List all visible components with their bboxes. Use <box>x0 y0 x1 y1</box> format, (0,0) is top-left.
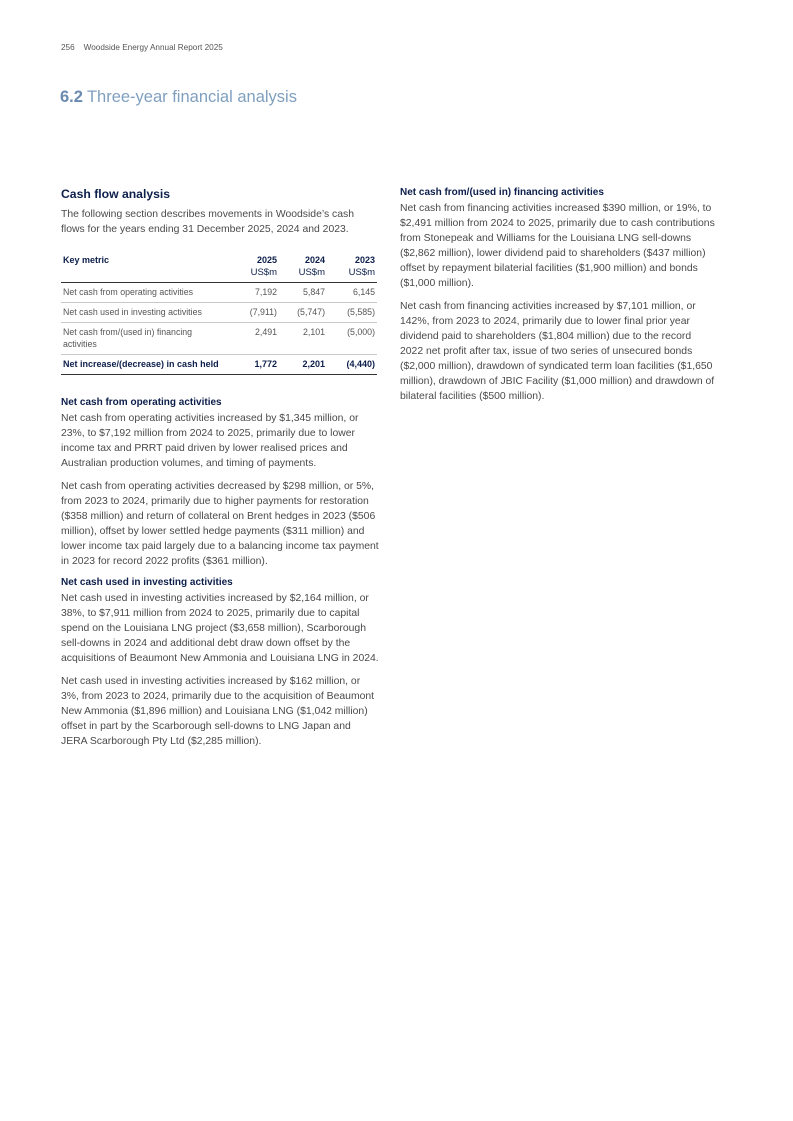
row-label: Net cash used in investing activities <box>61 303 227 323</box>
left-column <box>61 187 379 757</box>
units-blank <box>61 266 227 283</box>
total-label: Net increase/(decrease) in cash held <box>61 355 227 375</box>
cell-2025: 7,192 <box>227 283 279 303</box>
financing-heading: Net cash from/(used in) financing activities <box>400 187 604 198</box>
col-header-2025: 2025 <box>256 255 277 265</box>
cell-2025: 2,491 <box>227 323 279 355</box>
section-title-text: Three-year financial analysis <box>86 88 297 106</box>
col-header-2023: 2023 <box>354 255 375 265</box>
table-total-row <box>61 355 377 375</box>
total-2023: (4,440) <box>327 355 377 375</box>
table-row <box>61 323 377 355</box>
units-2025: US$m <box>227 266 279 283</box>
table-row <box>61 303 377 323</box>
investing-paragraph-2: Net cash used in investing activities increased by $162 million, or 3%, from 2023 to 2024, primarily due to the acquisition of Beaumont New Ammonia ($1,896 million) and Louisiana LNG ($1,042 million) offset in part by the Scarborough sell-downs to LNG Japan and JERA Scarborough Pty Ltd ($2,285 million). <box>61 676 375 747</box>
operating-heading: Net cash from operating activities <box>61 397 222 408</box>
cell-2024: (5,747) <box>279 303 327 323</box>
operating-paragraph-1: Net cash from operating activities increased by $1,345 million, or 23%, to $7,192 million from 2024 to 2025, primarily due to lower income tax and PRRT paid driven by lower realised prices and Australian production volumes, and timing of payments. <box>61 413 359 469</box>
cell-2024: 2,101 <box>279 323 327 355</box>
row-label: Net cash from operating activities <box>61 283 227 303</box>
report-title: Woodside Energy Annual Report 2025 <box>83 43 223 52</box>
cell-2023: (5,585) <box>327 303 377 323</box>
right-column <box>400 187 715 412</box>
section-number: 6.2 <box>60 88 83 106</box>
investing-paragraph-1: Net cash used in investing activities increased by $2,164 million, or 38%, to $7,911 million from 2024 to 2025, primarily due to capital spend on the Louisiana LNG project ($3,658 million), Scarborough sell-downs in 2024 and additional debt draw down offset by the acquisitions of Beaumont New Ammonia and Louisiana LNG in 2024. <box>61 593 379 664</box>
financing-paragraph-2: Net cash from financing activities increased by $7,101 million, or 142%, from 2023 to 2024, primarily due to lower final prior year dividend paid to shareholders ($1,804 million) due to the record 2022 net profit after tax, issue of two series of unsecured bonds ($2,000 million), drawdown of syndicated term loan facilities ($1,650 million), drawdown of JBIC Facility ($1,000 million) and drawdown of bilateral facilities ($500 million). <box>400 301 715 402</box>
page-number: 256 <box>61 43 75 52</box>
table-units-row <box>61 266 377 283</box>
financing-paragraph-1: Net cash from financing activities increased $390 million, or 19%, to $2,491 million from 2024 to 2025, primarily due to cash contributions from Stonepeak and Williams for the Louisiana LNG sell-downs ($2,862 million), lower dividend paid to shareholders ($437 million) offset by repayment bilaterial facilities ($1,900 million) and bonds ($1,000 million). <box>400 203 715 289</box>
col-header-key-metric: Key metric <box>63 255 110 265</box>
cash-flow-heading: Cash flow analysis <box>61 187 171 201</box>
table-row <box>61 283 377 303</box>
cash-flow-intro: The following section describes movements in Woodside’s cash flows for the years ending 31 December 2025, 2024 and 2023. <box>61 209 355 235</box>
total-2025: 1,772 <box>227 355 279 375</box>
investing-heading: Net cash used in investing activities <box>61 577 233 588</box>
table-header-row <box>61 253 377 266</box>
total-2024: 2,201 <box>279 355 327 375</box>
section-title <box>60 88 297 107</box>
cell-2025: (7,911) <box>227 303 279 323</box>
row-label: Net cash from/(used in) financing activities <box>61 323 227 355</box>
col-header-2024: 2024 <box>304 255 325 265</box>
page-header <box>61 43 223 52</box>
operating-paragraph-2: Net cash from operating activities decreased by $298 million, or 5%, from 2023 to 2024, primarily due to higher payments for restoration ($358 million) and return of collateral on Brent hedges in 2023 ($506 million), offset by lower settled hedge payments ($311 million) and lower income tax paid largely due to a balancing income tax payment in 2023 for record 2022 profits ($361 million). <box>61 481 379 567</box>
cash-flow-table <box>61 253 377 375</box>
cell-2023: (5,000) <box>327 323 377 355</box>
cell-2023: 6,145 <box>327 283 377 303</box>
units-2024: US$m <box>279 266 327 283</box>
cell-2024: 5,847 <box>279 283 327 303</box>
units-2023: US$m <box>327 266 377 283</box>
